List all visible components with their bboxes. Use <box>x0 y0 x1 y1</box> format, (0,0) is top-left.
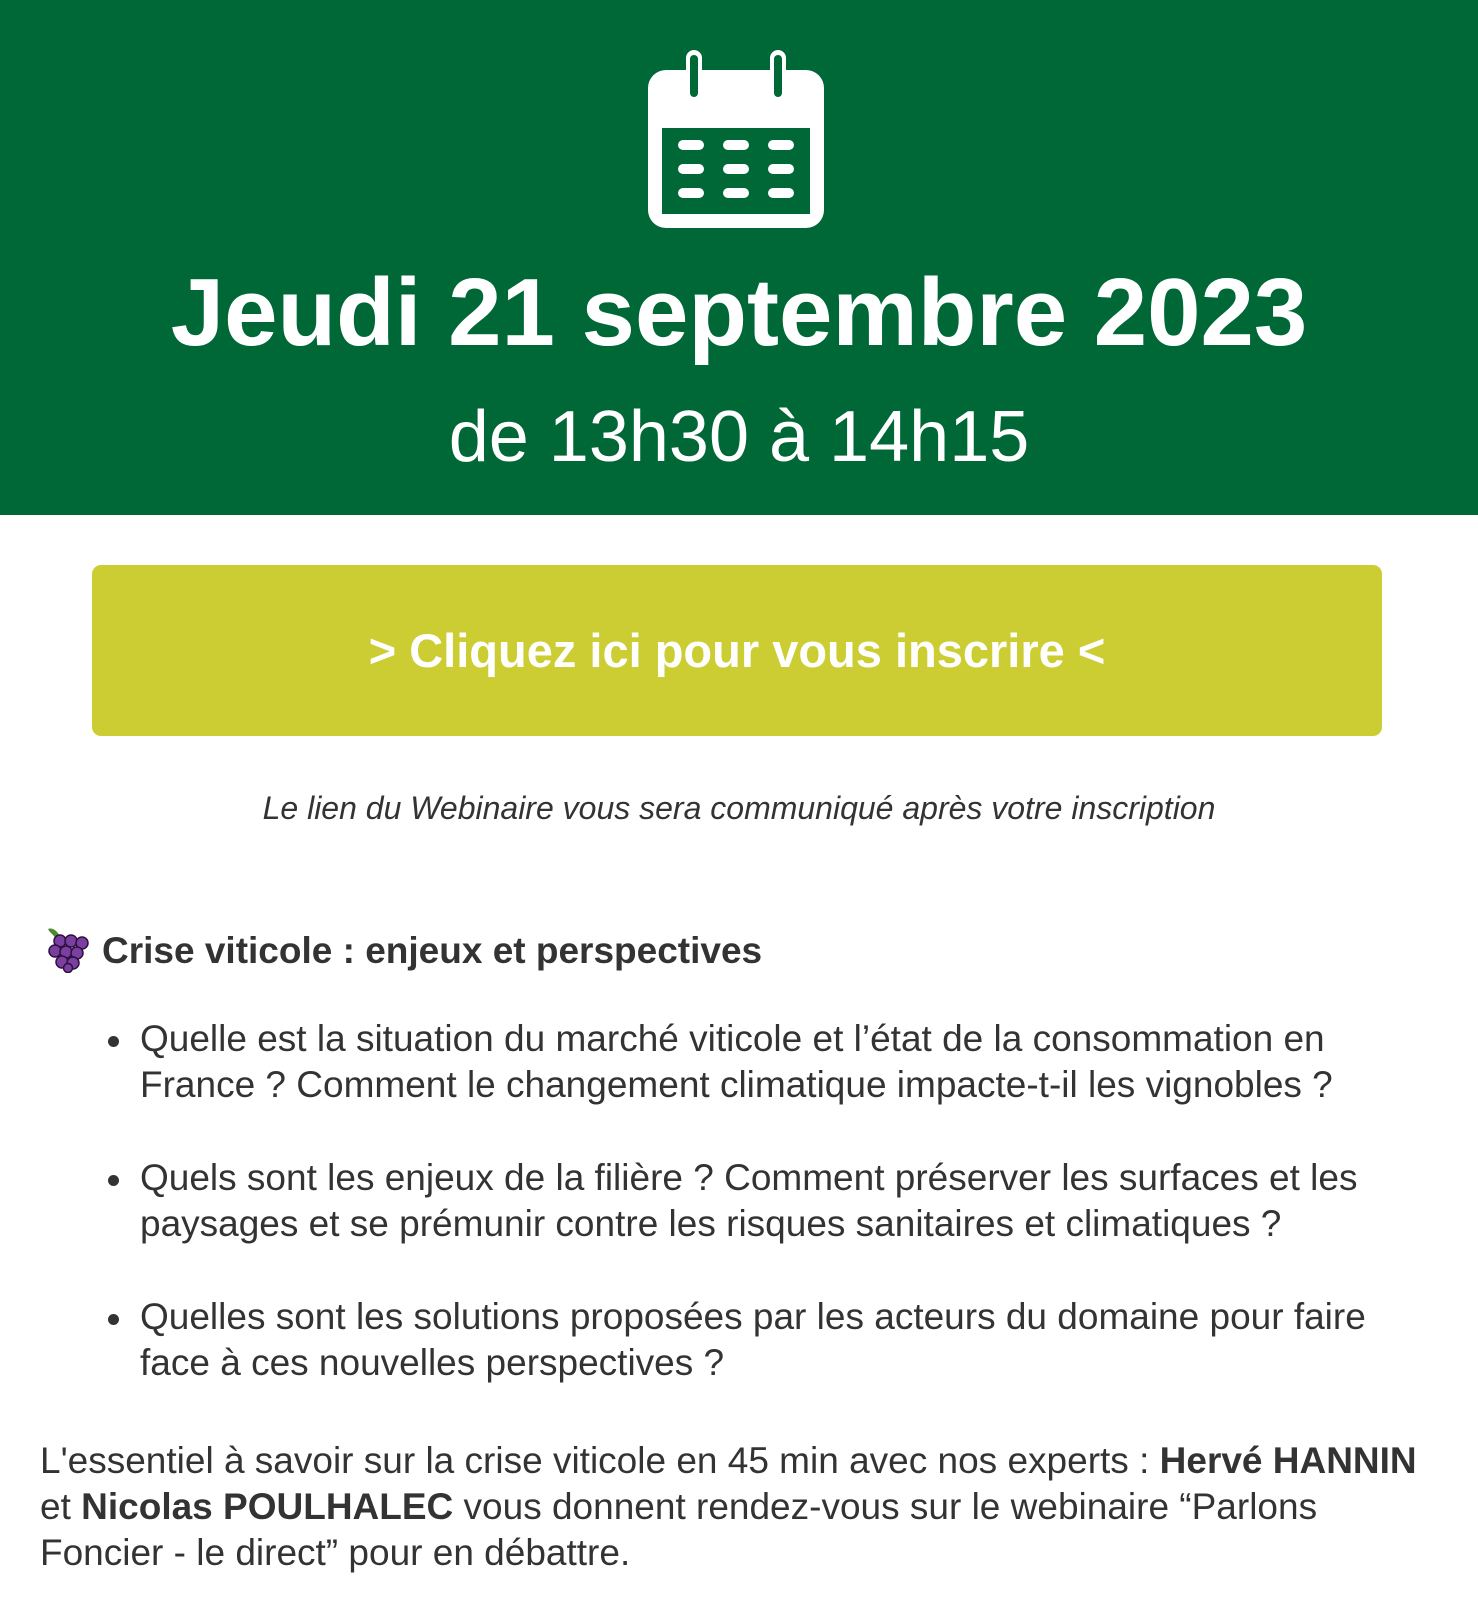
calendar-icon <box>648 50 824 228</box>
list-item: Quelle est la situation du marché viticole et l’état de la consommation en France ? Comment le changement climatique impacte-t-il les vignobles ? <box>104 1016 1444 1108</box>
section-title: Crise viticole : enjeux et perspectives <box>102 930 763 971</box>
list-item: Quels sont les enjeux de la filière ? Comment préserver les surfaces et les paysages et se prémunir contre les risques sanitaires et climatiques ? <box>104 1155 1444 1247</box>
outro-text: vous donnent rendez-vous sur le webinaire “Parlons Foncier - le direct” pour en débattre. <box>40 1486 1318 1573</box>
grapes-icon <box>40 925 90 973</box>
event-time: de 13h30 à 14h15 <box>448 397 1030 477</box>
registration-note: Le lien du Webinaire vous sera communiqué après votre inscription <box>262 790 1216 826</box>
section-heading <box>40 925 1440 977</box>
event-banner <box>0 0 1478 515</box>
outro-text: L'essentiel à savoir sur la crise viticole en 45 min avec nos experts : <box>40 1440 1160 1481</box>
intro-paragraph <box>40 1438 1440 1576</box>
event-date: Jeudi 21 septembre 2023 <box>170 259 1308 366</box>
list-item: Quelles sont les solutions proposées par les acteurs du domaine pour faire face à ces nouvelles perspectives ? <box>104 1294 1444 1386</box>
outro-text: et <box>40 1486 82 1527</box>
expert-name: Nicolas POULHALEC <box>81 1486 454 1527</box>
expert-name: Hervé HANNIN <box>1159 1440 1417 1481</box>
register-button[interactable]: > Cliquez ici pour vous inscrire < <box>92 565 1382 736</box>
question-list <box>104 1016 1444 1433</box>
